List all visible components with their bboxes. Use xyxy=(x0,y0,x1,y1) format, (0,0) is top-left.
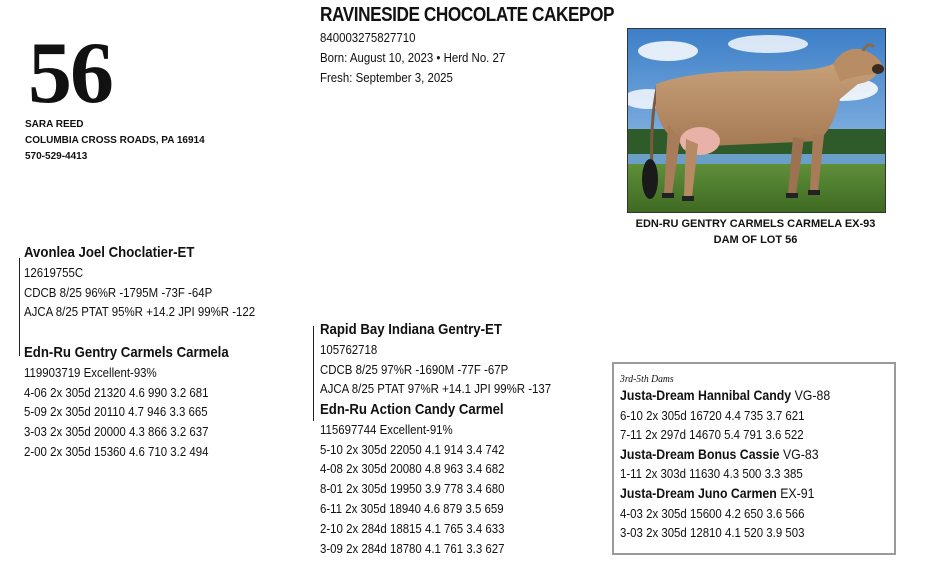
consignor-address: COLUMBIA CROSS ROADS, PA 16914 xyxy=(25,135,205,146)
fifth-dam-classification: EX-91 xyxy=(780,484,815,501)
animal-born: Born: August 10, 2023 • Herd No. 27 xyxy=(320,50,506,65)
granddam-record: 5-10 2x 305d 22050 4.1 914 3.4 742 xyxy=(320,441,505,457)
sire-name: Avonlea Joel Choclatier-ET xyxy=(24,244,195,261)
granddam-block xyxy=(320,400,504,558)
fourth-dam-record: 1-11 2x 303d 11630 4.3 500 3.3 385 xyxy=(620,466,803,482)
mgs-block xyxy=(320,320,551,399)
sire-cdcb: CDCB 8/25 96%R -1795M -73F -64P xyxy=(24,284,213,300)
fourth-dam-classification: VG-83 xyxy=(782,445,819,462)
sire-ajca: AJCA 8/25 PTAT 95%R +14.2 JPI 99%R -122 xyxy=(24,304,256,320)
mgs-cdcb: CDCB 8/25 97%R -1690M -77F -67P xyxy=(320,361,509,377)
fifth-dam-record: 4-03 2x 305d 15600 4.2 650 3.6 566 xyxy=(620,505,805,521)
mgs-name: Rapid Bay Indiana Gentry-ET xyxy=(320,321,502,338)
animal-name: RAVINESIDE CHOCOLATE CAKEPOP xyxy=(320,4,615,26)
mgs-ajca: AJCA 8/25 PTAT 97%R +14.1 JPI 99%R -137 xyxy=(320,381,552,397)
photo-caption-sub: DAM OF LOT 56 xyxy=(713,234,798,246)
dam-record: 3-03 2x 305d 20000 4.3 866 3.2 637 xyxy=(24,424,209,440)
granddam-record: 8-01 2x 305d 19950 3.9 778 3.4 680 xyxy=(320,481,505,497)
photo-caption xyxy=(627,216,884,248)
granddam-record: 2-10 2x 284d 18815 4.1 765 3.4 633 xyxy=(320,520,505,536)
dams-3-5-box xyxy=(612,362,896,555)
granddam-name: Edn-Ru Action Candy Carmel xyxy=(320,401,504,418)
consignor-name: SARA REED xyxy=(25,119,84,130)
pedigree-line-sire-dam xyxy=(19,258,20,356)
dam-name: Edn-Ru Gentry Carmels Carmela xyxy=(24,344,229,361)
dam-record: 2-00 2x 305d 15360 4.6 710 3.2 494 xyxy=(24,443,209,459)
animal-id: 840003275827710 xyxy=(320,30,416,45)
granddam-record: 3-09 2x 284d 18780 4.1 761 3.3 627 xyxy=(320,540,505,556)
granddam-reg: 115697744 Excellent-91% xyxy=(320,421,453,437)
photo-caption-name: EDN-RU GENTRY CARMELS CARMELA EX-93 xyxy=(635,218,876,230)
sire-block xyxy=(24,243,255,322)
fourth-dam-title: Justa-Dream Bonus Cassie xyxy=(620,445,780,462)
dam-record: 4-06 2x 305d 21320 4.6 990 3.2 681 xyxy=(24,384,209,400)
pedigree-line-mgs-granddam xyxy=(313,326,314,421)
lot-number: 56 xyxy=(28,25,112,122)
consignor-info xyxy=(25,117,205,165)
third-dam-classification: VG-88 xyxy=(794,387,831,403)
dam-photo xyxy=(627,28,886,213)
granddam-record: 4-08 2x 305d 20080 4.8 963 3.4 682 xyxy=(320,461,505,477)
animal-fresh: Fresh: September 3, 2025 xyxy=(320,70,453,85)
third-dam-name xyxy=(620,386,830,406)
fifth-dam-title: Justa-Dream Juno Carmen xyxy=(620,484,777,501)
dam-reg: 119903719 Excellent-93% xyxy=(24,364,157,380)
dams-3-5-label: 3rd-5th Dams xyxy=(620,373,674,385)
sire-reg: 12619755C xyxy=(24,264,84,280)
animal-info xyxy=(320,28,505,88)
cow-photo-illustration xyxy=(628,29,885,212)
fifth-dam-name xyxy=(620,484,830,504)
dam-block xyxy=(24,343,229,462)
dam-record: 5-09 2x 305d 20110 4.7 946 3.3 665 xyxy=(24,404,208,420)
third-dam-record: 6-10 2x 305d 16720 4.4 735 3.7 621 xyxy=(620,407,805,423)
third-dam-title: Justa-Dream Hannibal Candy xyxy=(620,387,792,403)
granddam-record: 6-11 2x 305d 18940 4.6 879 3.5 659 xyxy=(320,500,504,516)
fourth-dam-name xyxy=(620,445,830,465)
fifth-dam-record: 3-03 2x 305d 12810 4.1 520 3.9 503 xyxy=(620,525,805,541)
consignor-phone: 570-529-4413 xyxy=(25,151,88,162)
mgs-reg: 105762718 xyxy=(320,341,378,357)
third-dam-record: 7-11 2x 297d 14670 5.4 791 3.6 522 xyxy=(620,427,804,443)
